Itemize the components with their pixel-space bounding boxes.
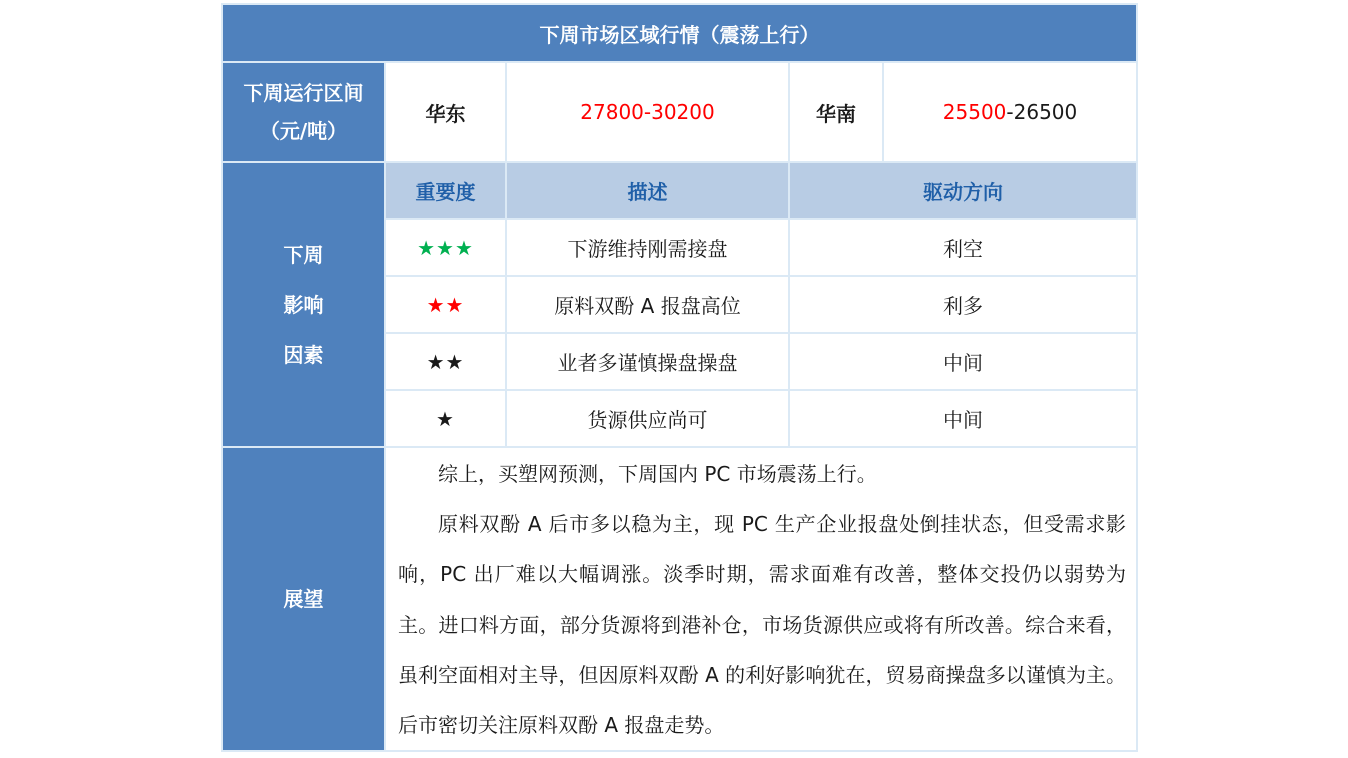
factor-direction: 中间 bbox=[789, 390, 1137, 447]
range-sep-south: - bbox=[1006, 100, 1014, 124]
factor-description: 货源供应尚可 bbox=[506, 390, 789, 447]
factor-direction: 利空 bbox=[789, 219, 1137, 276]
header-direction: 驱动方向 bbox=[789, 162, 1137, 219]
factors-label-line1: 下周 bbox=[283, 242, 324, 267]
importance-stars: ★★★ bbox=[385, 219, 506, 276]
region-range-south bbox=[883, 62, 1137, 162]
range-label-line2: （元/吨） bbox=[259, 119, 348, 143]
range-sep-east: - bbox=[643, 100, 652, 124]
importance-stars: ★★ bbox=[385, 276, 506, 333]
factor-description: 下游维持刚需接盘 bbox=[506, 219, 789, 276]
market-report-table-wrapper bbox=[221, 3, 1136, 752]
region-range-east bbox=[506, 62, 789, 162]
range-low-south: 25500 bbox=[942, 100, 1007, 124]
range-label-line1: 下周运行区间 bbox=[243, 81, 364, 105]
factors-label-line2: 影响 bbox=[283, 292, 324, 317]
factors-label bbox=[222, 162, 385, 447]
outlook-paragraph-detail: 原料双酚 A 后市多以稳为主，现 PC 生产企业报盘处倒挂状态，但受需求影响，PC 出厂难以大幅调涨。淡季时期，需求面难有改善，整体交投仍以弱势为主。进口料方面，部分货源将到港补仓，市场货源供应或将有所改善。综合来看，虽利空面相对主导，但因原料双酚 A 的利好影响犹在，贸易商操盘多以谨慎为主。后市密切关注原料双酚 A 报盘走势。 bbox=[398, 512, 1127, 738]
outlook-label: 展望 bbox=[222, 447, 385, 751]
table-title: 下周市场区域行情（震荡上行） bbox=[222, 4, 1137, 62]
importance-stars: ★ bbox=[385, 390, 506, 447]
importance-stars: ★★ bbox=[385, 333, 506, 390]
range-high-east: 30200 bbox=[651, 100, 715, 124]
header-importance: 重要度 bbox=[385, 162, 506, 219]
range-high-south: 26500 bbox=[1013, 100, 1078, 124]
outlook-paragraph-summary: 综上，买塑网预测，下周国内 PC 市场震荡上行。 bbox=[438, 462, 877, 486]
range-label bbox=[222, 62, 385, 162]
market-report-table bbox=[221, 3, 1138, 752]
region-name-south: 华南 bbox=[789, 62, 883, 162]
header-description: 描述 bbox=[506, 162, 789, 219]
factor-description: 业者多谨慎操盘操盘 bbox=[506, 333, 789, 390]
region-name-east: 华东 bbox=[385, 62, 506, 162]
factor-description: 原料双酚 A 报盘高位 bbox=[506, 276, 789, 333]
factors-label-line3: 因素 bbox=[283, 342, 324, 367]
outlook-body bbox=[385, 447, 1137, 751]
factor-direction: 利多 bbox=[789, 276, 1137, 333]
range-low-east: 27800 bbox=[580, 100, 644, 124]
factor-direction: 中间 bbox=[789, 333, 1137, 390]
